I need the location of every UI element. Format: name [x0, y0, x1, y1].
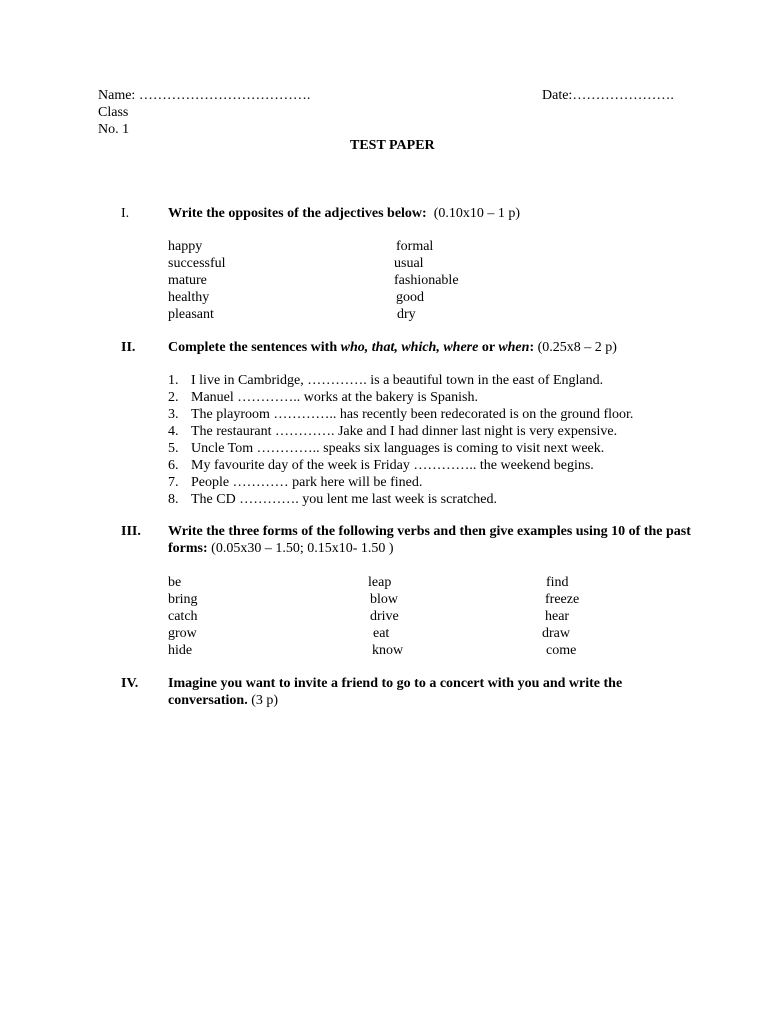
sentence-number: 2. [168, 390, 179, 405]
section-1-instruction-text: Write the opposites of the adjectives below: [168, 206, 427, 221]
section-2-numeral: II. [121, 340, 136, 355]
section-3-numeral: III. [121, 524, 141, 539]
sentence-number: 7. [168, 475, 179, 490]
sentence-text: People ………… park here will be fined. [191, 475, 423, 490]
word-item: usual [394, 256, 424, 271]
verb-item: drive [370, 609, 399, 624]
verb-item: eat [373, 626, 390, 641]
sentence-text: My favourite day of the week is Friday ………….. the weekend begins. [191, 458, 594, 473]
section-2-instruction [168, 339, 708, 356]
verb-item: catch [168, 609, 198, 624]
sentence-text: The restaurant …………. Jake and I had dinner last night is very expensive. [191, 424, 618, 439]
section-1-column-1 [168, 238, 226, 323]
section-4-numeral: IV. [121, 676, 139, 691]
sentence-number: 6. [168, 458, 179, 473]
word-item: dry [397, 307, 416, 322]
list-item [168, 389, 633, 406]
class-number-label: No. 1 [98, 122, 130, 137]
name-field-label: Name: ………………………………. [98, 88, 311, 103]
sentence-text: I live in Cambridge, …………. is a beautiful town in the east of England. [191, 373, 604, 388]
verb-item: leap [368, 575, 392, 590]
list-item [168, 423, 633, 440]
sentence-text: Uncle Tom ………….. speaks six languages is coming to visit next week. [191, 441, 605, 456]
sentence-number: 3. [168, 407, 179, 422]
word-item: formal [396, 239, 434, 254]
section-1-instruction [168, 205, 708, 222]
section-2-sentence-list [168, 372, 633, 508]
section-3-column-3 [542, 574, 579, 659]
section-2-words: who, that, which, where [340, 340, 479, 355]
word-item: pleasant [168, 307, 214, 322]
section-1-points: (0.10x10 – 1 p) [433, 206, 521, 221]
word-item: healthy [168, 290, 210, 305]
section-4-instruction [168, 675, 703, 709]
section-2-points: (0.25x8 – 2 p) [537, 340, 617, 355]
sentence-number: 4. [168, 424, 179, 439]
section-3-instruction [168, 523, 703, 557]
sentence-text: Manuel ………….. works at the bakery is Spanish. [191, 390, 478, 405]
section-1-numeral: I. [121, 206, 130, 221]
list-item [168, 457, 633, 474]
verb-item: draw [542, 626, 570, 641]
list-item [168, 491, 633, 508]
sentence-number: 1. [168, 373, 179, 388]
section-4-points: (3 p) [251, 693, 279, 708]
section-2-colon: : [529, 340, 535, 355]
section-3-points: (0.05x30 – 1.50; 0.15x10- 1.50 ) [211, 541, 394, 556]
section-2-last-word: when [498, 340, 530, 355]
verb-item: hear [545, 609, 570, 624]
date-field-label: Date:…………………. [542, 88, 674, 103]
list-item [168, 474, 633, 491]
verb-item: grow [168, 626, 197, 641]
list-item [168, 440, 633, 457]
section-3-column-2 [368, 574, 403, 659]
sentence-text: The CD …………. you lent me last week is scratched. [191, 492, 497, 507]
verb-item: come [546, 643, 577, 658]
verb-item: freeze [545, 592, 580, 607]
word-item: mature [168, 273, 207, 288]
page-title: TEST PAPER [350, 138, 435, 153]
section-3-column-1 [168, 574, 198, 659]
section-4-instruction-text: Imagine you want to invite a friend to go to a concert with you and write the conversation. [168, 676, 623, 708]
list-item [168, 372, 633, 389]
sentence-number: 8. [168, 492, 179, 507]
verb-item: bring [168, 592, 198, 607]
list-item [168, 406, 633, 423]
verb-item: hide [168, 643, 193, 658]
sentence-text: The playroom ………….. has recently been redecorated is on the ground floor. [191, 407, 634, 422]
word-item: happy [168, 239, 203, 254]
word-item: successful [168, 256, 226, 271]
verb-item: blow [370, 592, 398, 607]
sentence-number: 5. [168, 441, 179, 456]
section-3-instruction-text: Write the three forms of the following verbs and then give examples using 10 of the past forms: [168, 524, 691, 556]
word-item: good [396, 290, 424, 305]
word-item: fashionable [394, 273, 459, 288]
verb-item: find [546, 575, 569, 590]
class-field-label: Class [98, 105, 129, 120]
section-1-column-2 [394, 238, 459, 323]
verb-item: know [372, 643, 404, 658]
section-2-instruction-prefix: Complete the sentences with [168, 340, 338, 355]
section-2-or-word: or [481, 340, 495, 355]
verb-item: be [168, 575, 182, 590]
